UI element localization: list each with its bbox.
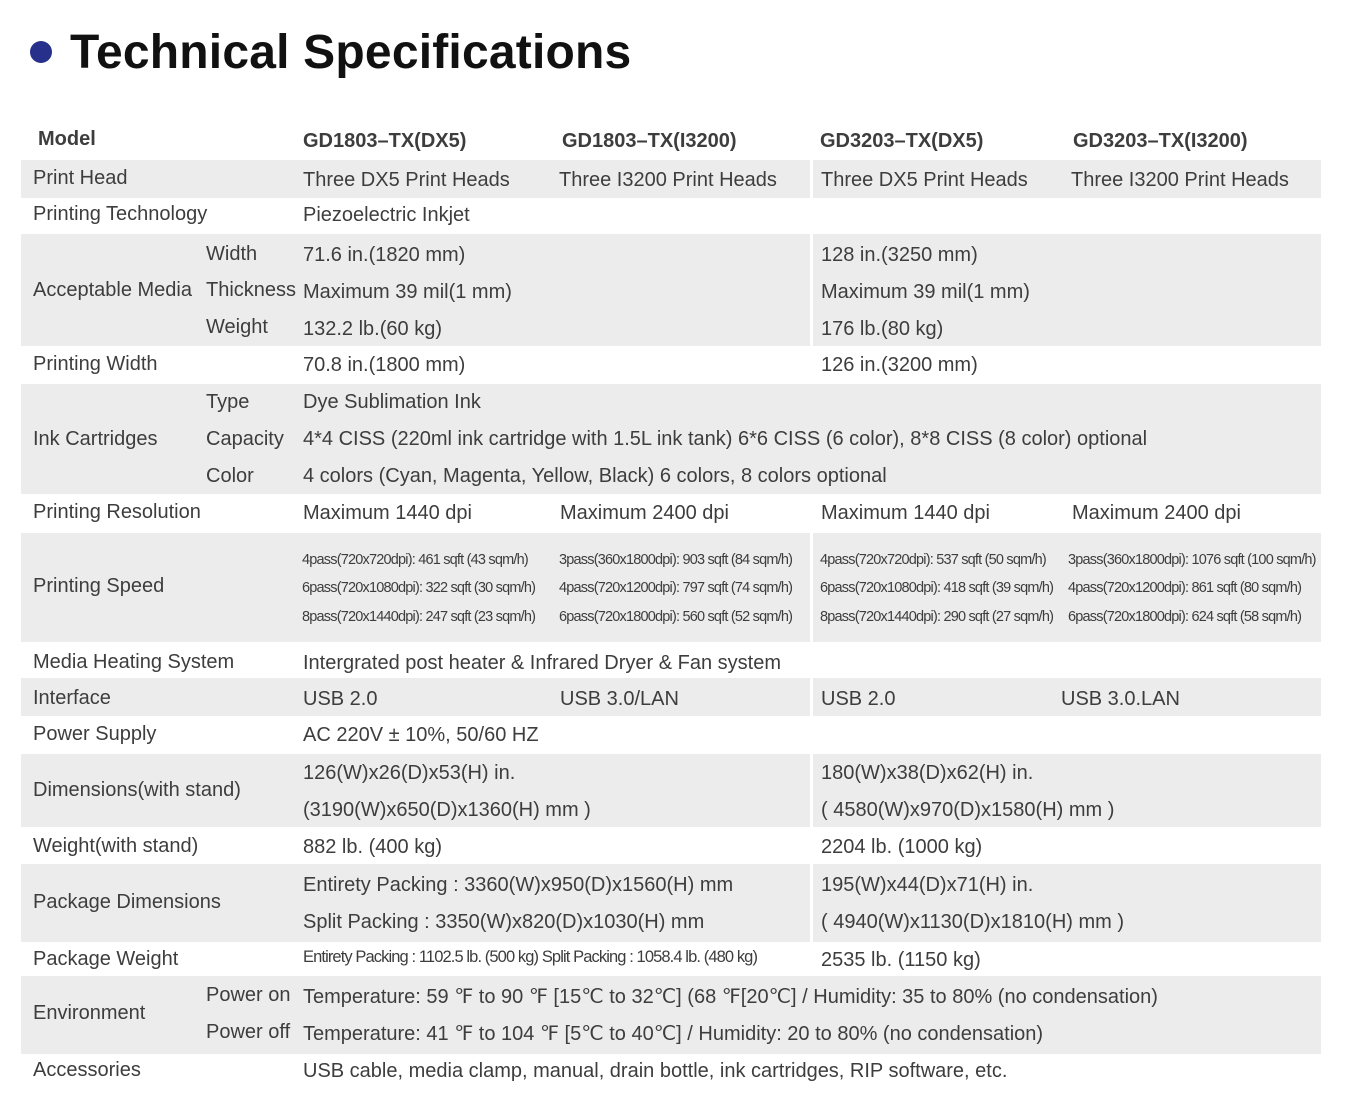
sub-label: Type xyxy=(206,391,250,413)
cell-value: 71.6 in.(1820 mm) xyxy=(303,244,466,266)
row-label: Printing Technology xyxy=(33,203,208,225)
row-package-dimensions xyxy=(21,864,1321,942)
cell-value: Maximum 39 mil(1 mm) xyxy=(303,281,512,303)
row-accessories xyxy=(21,1054,1321,1090)
cell-value: Three I3200 Print Heads xyxy=(1071,169,1289,191)
row-label: Weight(with stand) xyxy=(33,835,199,857)
cell-value: USB 2.0 xyxy=(821,688,896,710)
page-title: Technical Specifications xyxy=(70,25,632,79)
row-label: Acceptable Media xyxy=(33,279,192,301)
cell-value: Maximum 1440 dpi xyxy=(303,502,472,524)
speed-line: 4pass(720x720dpi): 537 sqft (50 sqm/h) xyxy=(820,552,1046,568)
sub-label: Power off xyxy=(206,1021,291,1043)
row-label: Printing Resolution xyxy=(33,501,201,523)
cell-value: Entirety Packing : 3360(W)x950(D)x1560(H) mm xyxy=(303,874,734,896)
sub-label: Power on xyxy=(206,984,291,1006)
header-model-label: Model xyxy=(38,128,96,150)
cell-value: 4*4 CISS (220ml ink cartridge with 1.5L ink tank) 6*6 CISS (6 color), 8*8 CISS (8 color) optional xyxy=(303,428,1148,450)
sub-label: Capacity xyxy=(206,428,284,450)
cell-value: Temperature: 59 ℉ to 90 ℉ [15℃ to 32℃] (68 ℉[20℃] / Humidity: 35 to 80% (no condensation) xyxy=(303,986,1158,1008)
row-label: Print Head xyxy=(33,167,128,189)
row-label: Accessories xyxy=(33,1059,141,1081)
speed-line: 6pass(720x1800dpi): 560 sqft (52 sqm/h) xyxy=(559,609,793,625)
row-package-weight xyxy=(21,942,1321,976)
cell-value: Maximum 1440 dpi xyxy=(821,502,990,524)
table-header-row xyxy=(21,121,1321,160)
cell-value: AC 220V ± 10%, 50/60 HZ xyxy=(303,724,539,746)
speed-line: 4pass(720x1200dpi): 861 sqft (80 sqm/h) xyxy=(1068,580,1302,596)
row-printing-technology xyxy=(21,198,1321,234)
row-interface xyxy=(21,678,1321,716)
row-label: Media Heating System xyxy=(33,651,235,673)
speed-line: 6pass(720x1080dpi): 322 sqft (30 sqm/h) xyxy=(302,580,536,596)
cell-value: Split Packing : 3350(W)x820(D)x1030(H) mm xyxy=(303,911,705,933)
cell-value: USB 3.0/LAN xyxy=(560,688,679,710)
cell-value: 882 lb. (400 kg) xyxy=(303,836,442,858)
cell-value: 128 in.(3250 mm) xyxy=(821,244,978,266)
cell-value: 176 lb.(80 kg) xyxy=(821,318,944,340)
sub-label: Width xyxy=(206,243,258,265)
row-weight xyxy=(21,827,1321,864)
row-print-head xyxy=(21,160,1321,198)
row-printing-speed xyxy=(21,533,1321,642)
row-label: Environment xyxy=(33,1002,146,1024)
cell-value: 4 colors (Cyan, Magenta, Yellow, Black) 6 colors, 8 colors optional xyxy=(303,465,887,487)
row-power-supply xyxy=(21,716,1321,754)
cell-value: Piezoelectric Inkjet xyxy=(303,204,470,226)
row-label: Power Supply xyxy=(33,723,157,745)
cell-value: USB 2.0 xyxy=(303,688,378,710)
cell-value: Intergrated post heater & Infrared Dryer & Fan system xyxy=(303,652,781,674)
row-acceptable-media xyxy=(21,234,1321,346)
speed-line: 4pass(720x1200dpi): 797 sqft (74 sqm/h) xyxy=(559,580,793,596)
spec-table xyxy=(21,121,1321,1090)
speed-line: 8pass(720x1440dpi): 247 sqft (23 sqm/h) xyxy=(302,609,536,625)
cell-value: Temperature: 41 ℉ to 104 ℉ [5℃ to 40℃] / Humidity: 20 to 80% (no condensation) xyxy=(303,1023,1044,1045)
row-label: Package Weight xyxy=(33,948,179,970)
row-label: Printing Speed xyxy=(33,575,165,597)
speed-line: 6pass(720x1800dpi): 624 sqft (58 sqm/h) xyxy=(1068,609,1302,625)
row-ink-cartridges xyxy=(21,384,1321,494)
cell-value: 70.8 in.(1800 mm) xyxy=(303,354,466,376)
sub-label: Weight xyxy=(206,316,268,338)
row-label: Ink Cartridges xyxy=(33,428,158,450)
cell-value: 2204 lb. (1000 kg) xyxy=(821,836,983,858)
cell-value: Three I3200 Print Heads xyxy=(559,169,777,191)
cell-value: Maximum 2400 dpi xyxy=(1072,502,1241,524)
row-label: Interface xyxy=(33,687,111,709)
cell-value: USB cable, media clamp, manual, drain bottle, ink cartridges, RIP software, etc. xyxy=(303,1060,1008,1082)
header-model-1: GD1803–TX(DX5) xyxy=(303,130,467,152)
cell-value: (3190(W)x650(D)x1360(H) mm ) xyxy=(303,799,591,821)
row-printing-resolution xyxy=(21,494,1321,533)
cell-value: 180(W)x38(D)x62(H) in. xyxy=(821,762,1034,784)
speed-line: 3pass(360x1800dpi): 1076 sqft (100 sqm/h) xyxy=(1068,552,1316,568)
speed-line: 6pass(720x1080dpi): 418 sqft (39 sqm/h) xyxy=(820,580,1054,596)
cell-value: 132.2 lb.(60 kg) xyxy=(303,318,442,340)
cell-value: Entirety Packing : 1102.5 lb. (500 kg) Split Packing : 1058.4 lb. (480 kg) xyxy=(303,948,758,966)
row-label: Package Dimensions xyxy=(33,891,221,913)
row-printing-width xyxy=(21,346,1321,384)
page-heading xyxy=(30,22,631,82)
row-media-heating-system xyxy=(21,642,1321,678)
sub-label: Thickness xyxy=(206,279,297,301)
cell-value: ( 4580(W)x970(D)x1580(H) mm ) xyxy=(821,799,1115,821)
sub-label: Color xyxy=(206,465,254,487)
cell-value: Maximum 2400 dpi xyxy=(560,502,729,524)
cell-value: Dye Sublimation Ink xyxy=(303,391,481,413)
speed-line: 3pass(360x1800dpi): 903 sqft (84 sqm/h) xyxy=(559,552,793,568)
cell-value: 195(W)x44(D)x71(H) in. xyxy=(821,874,1034,896)
header-model-4: GD3203–TX(I3200) xyxy=(1073,130,1248,152)
bullet-dot-icon xyxy=(30,41,52,63)
row-environment xyxy=(21,976,1321,1054)
row-label: Dimensions(with stand) xyxy=(33,779,241,801)
row-dimensions xyxy=(21,754,1321,827)
speed-line: 8pass(720x1440dpi): 290 sqft (27 sqm/h) xyxy=(820,609,1054,625)
cell-value: 2535 lb. (1150 kg) xyxy=(821,949,981,971)
cell-value: Three DX5 Print Heads xyxy=(303,169,510,191)
cell-value: 126 in.(3200 mm) xyxy=(821,354,978,376)
cell-value: Three DX5 Print Heads xyxy=(821,169,1028,191)
cell-value: Maximum 39 mil(1 mm) xyxy=(821,281,1030,303)
cell-value: 126(W)x26(D)x53(H) in. xyxy=(303,762,516,784)
cell-value: ( 4940(W)x1130(D)x1810(H) mm ) xyxy=(821,911,1125,933)
header-model-3: GD3203–TX(DX5) xyxy=(820,130,984,152)
cell-value: USB 3.0.LAN xyxy=(1061,688,1180,710)
row-label: Printing Width xyxy=(33,353,158,375)
speed-line: 4pass(720x720dpi): 461 sqft (43 sqm/h) xyxy=(302,552,528,568)
header-model-2: GD1803–TX(I3200) xyxy=(562,130,737,152)
